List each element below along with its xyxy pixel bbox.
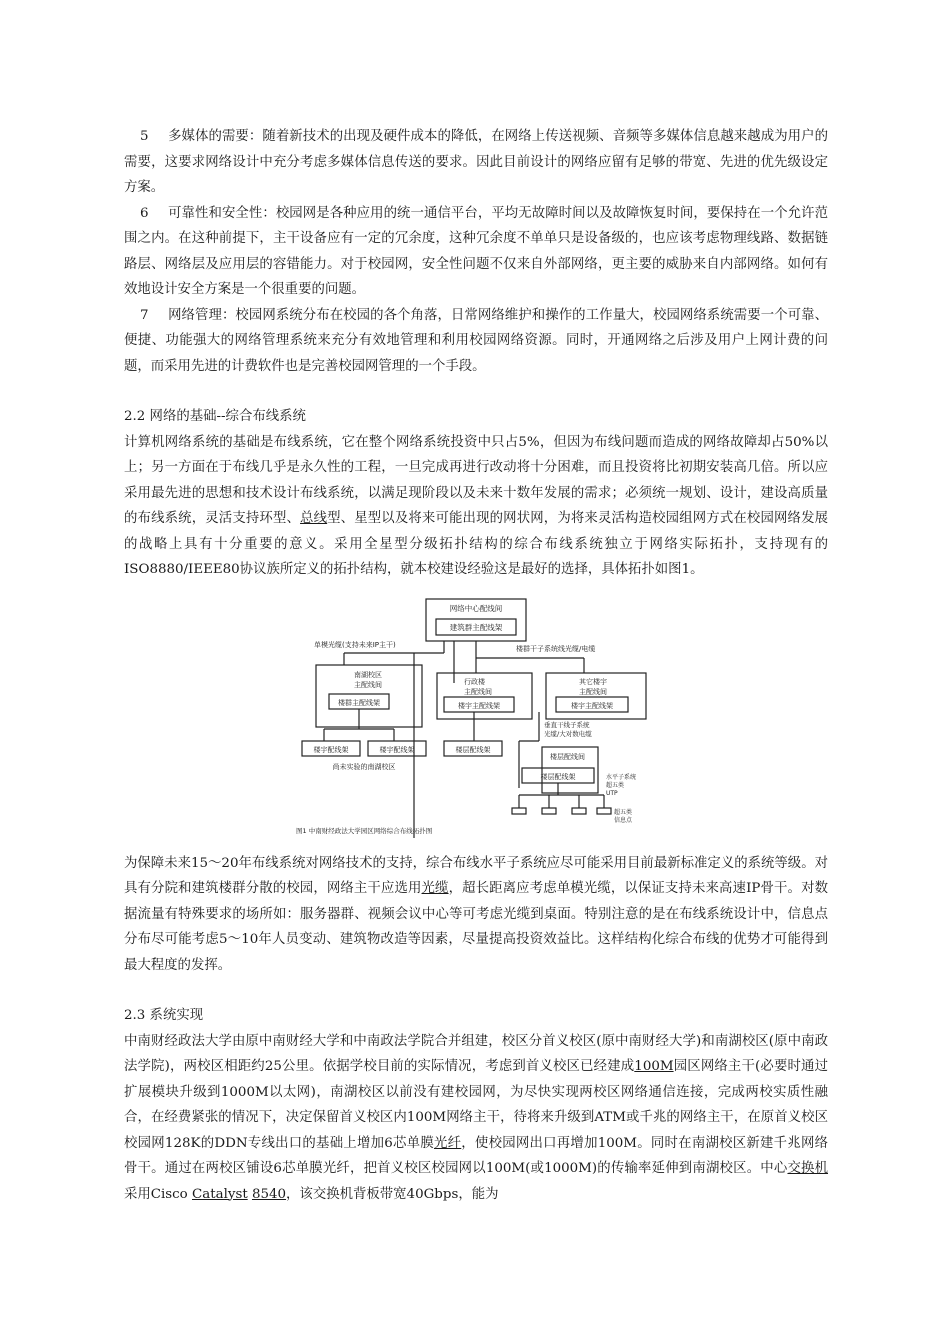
requirement-number: 6: [140, 205, 149, 221]
vertical-label-2: 光缆/大对数电缆: [544, 729, 592, 738]
horizontal-label-1: 水平子系统: [606, 773, 637, 781]
admin-room-label-1: 行政楼: [464, 677, 485, 686]
riser-label: 楼群干子系统线光缆/电缆: [516, 644, 596, 653]
admin-frame-label: 楼宇主配线架: [458, 701, 500, 710]
topology-diagram: [294, 593, 654, 838]
paragraph-text: 中南财经政法大学由原中南财经大学和中南政法学院合并组建，校区分首义校区(原中南财经大学)和南湖校区(原中南政法学院)，两校区相距约25公里。依据学校目前的实际情况，考虑到首义校区已经建成: [124, 1033, 828, 1074]
section-2-2-paragraph-1: [124, 430, 828, 583]
other-room-label-1: 其它楼宇: [579, 677, 607, 686]
topology-figure: [124, 593, 828, 838]
link-optical-fiber[interactable]: 光纤: [433, 1135, 462, 1151]
figure-caption: 图1 中南财经政法大学园区网络综合布线拓扑图: [296, 826, 433, 835]
other-frame-label: 楼宇主配线架: [571, 701, 613, 710]
outlet-label-2: 信息点: [614, 816, 633, 824]
paragraph-text: 为保障未来15～20年布线系统对网络技术的支持，综合布线水平子系统应尽可能采用目前最新标准定义的系统等级。对具有分院和建筑楼群分散的校园，网络主干应选用: [124, 855, 828, 896]
section-2-3-paragraph: [124, 1029, 828, 1208]
section-2-2-paragraph-2: [124, 851, 828, 979]
link-catalyst[interactable]: Catalyst: [192, 1186, 248, 1202]
paragraph-text: ，超长距离应考虑单模光缆，以保证支持未来高速IP骨干。对数据流量有特殊要求的场所如：服务器群、视频会议中心等可考虑光缆到桌面。特别注意的是在布线系统设计中，信息点分布尽可能考虑5～10年人员变动、建筑物改造等因素，尽量提高投资效益比。这样结构化综合布线的优势才可能得到最大程度的发挥。: [124, 881, 828, 973]
paragraph-text: 型、星型以及将来可能出现的网状网，为将来灵活构造校园组网方式在校园网络发展的战略上具有十分重要的意义。采用全星型分级拓扑结构的综合布线系统独立于网络实际拓扑，支持现有的ISO8880/IEEE80协议族所定义的拓扑结构，就本校建设经验这是最好的选择，具体拓扑如图1。: [124, 511, 829, 577]
floor-frame-label: 楼层配线架: [540, 772, 576, 781]
section-2-2-heading: 2.2 网络的基础--综合布线系统: [124, 409, 306, 424]
south-room-label-1: 南湖校区: [354, 670, 382, 679]
center-frame-label: 建筑群主配线架: [449, 622, 503, 632]
admin-sub-frame-label: 楼层配线架: [455, 745, 491, 754]
paragraph-text: 计算机网络系统的基础是布线系统，它在整个网络系统投资中只占5%，但因为布线问题而造成的网络故障却占50%以上；另一方面在于布线几乎是永久性的工程，一旦完成再进行改动将十分困难，而且投资将比初期安装高几倍。所以应采用最先进的思想和技术设计布线系统，以满足现阶段以及未来十数年发展的需求；必须统一规划、设计，建设高质量的布线系统，灵活支持环型、: [124, 434, 828, 526]
horizontal-label-3: UTP: [606, 789, 618, 797]
paragraph-text: ，使校园网出口再增加100M。同时在南湖校区新建千兆网络骨干。通过在两校区铺设6芯单膜光纤，把首义校区校园网以100M(或1000M)的传输率延伸到南湖校区。中心: [124, 1135, 828, 1176]
south-sub-frame-label-2: 楼宇配线架: [379, 745, 415, 754]
admin-room-label-2: 主配线间: [464, 687, 492, 696]
south-frame-label: 楼群主配线架: [338, 698, 380, 707]
other-room-label-2: 主配线间: [579, 687, 607, 696]
south-sub-frame-label-1: 楼宇配线架: [313, 745, 349, 754]
vertical-label-1: 垂直干线子系统: [544, 720, 590, 729]
link-switch[interactable]: 交换机: [787, 1161, 829, 1176]
requirement-7: [124, 303, 828, 380]
south-room-label-2: 主配线间: [354, 680, 382, 689]
single-mode-fiber-label: 单模光缆(支持未来IP主干): [314, 640, 396, 649]
requirement-number: 7: [140, 307, 149, 323]
outlet-label-1: 超五类: [614, 808, 633, 816]
south-caption: 尚未实验的南湖校区: [332, 762, 396, 771]
horizontal-label-2: 超五类: [606, 781, 625, 789]
document-page: [124, 124, 828, 1207]
paragraph-text: 园区网络主干(必要时通过扩展模块升级到1000M以太网)，南湖校区以前没有建校园网，为尽快实现两校区网络通信连接，完成两校实质性融合，在经费紧张的情况下，决定保留首义校区内100M网络主干，待将来升级到ATM或千兆的网络主干，在原首义校区校园网128K的DDN专线出口的基础上增加6芯单膜: [124, 1059, 828, 1151]
link-8540[interactable]: 8540: [251, 1186, 287, 1202]
requirement-text: 多媒体的需要：随着新技术的出现及硬件成本的降低，在网络上传送视频、音频等多媒体信息越来越成为用户的需要，这要求网络设计中充分考虑多媒体信息传送的要求。因此目前设计的网络应留有足够的带宽、先进的优先级设定方案。: [124, 129, 828, 195]
requirement-6: [124, 201, 828, 303]
floor-room-label: 楼层配线间: [550, 752, 585, 761]
section-2-3-heading: 2.3 系统实现: [124, 1008, 204, 1023]
requirement-text: 网络管理：校园网系统分布在校园的各个角落，日常网络维护和操作的工作量大，校园网络系统需要一个可靠、便捷、功能强大的网络管理系统来充分有效地管理和利用校园网络资源。同时，开通网络之后涉及用户上网计费的问题，而采用先进的计费软件也是完善校园网管理的一个手段。: [124, 307, 828, 374]
link-bus[interactable]: 总线: [300, 511, 328, 526]
requirement-number: 5: [140, 129, 149, 144]
paragraph-text: ，该交换机背板带宽40Gbps，能为: [286, 1186, 499, 1202]
requirement-text: 可靠性和安全性：校园网是各种应用的统一通信平台，平均无故障时间以及故障恢复时间，要保持在一个允许范围之内。在这种前提下，主干设备应有一定的冗余度，这种冗余度不单单只是设备级的，也应该考虑物理线路、数据链路层、网络层及应用层的容错能力。对于校园网，安全性问题不仅来自外部网络，更主要的威胁来自内部网络。如何有效地设计安全方案是一个很重要的问题。: [124, 205, 828, 297]
paragraph-text: 采用Cisco: [124, 1186, 192, 1202]
link-fiber-cable[interactable]: 光缆: [421, 881, 449, 896]
center-room-label: 网络中心配线间: [449, 603, 503, 613]
link-100m[interactable]: 100M: [634, 1059, 674, 1074]
requirement-5: [124, 124, 828, 201]
